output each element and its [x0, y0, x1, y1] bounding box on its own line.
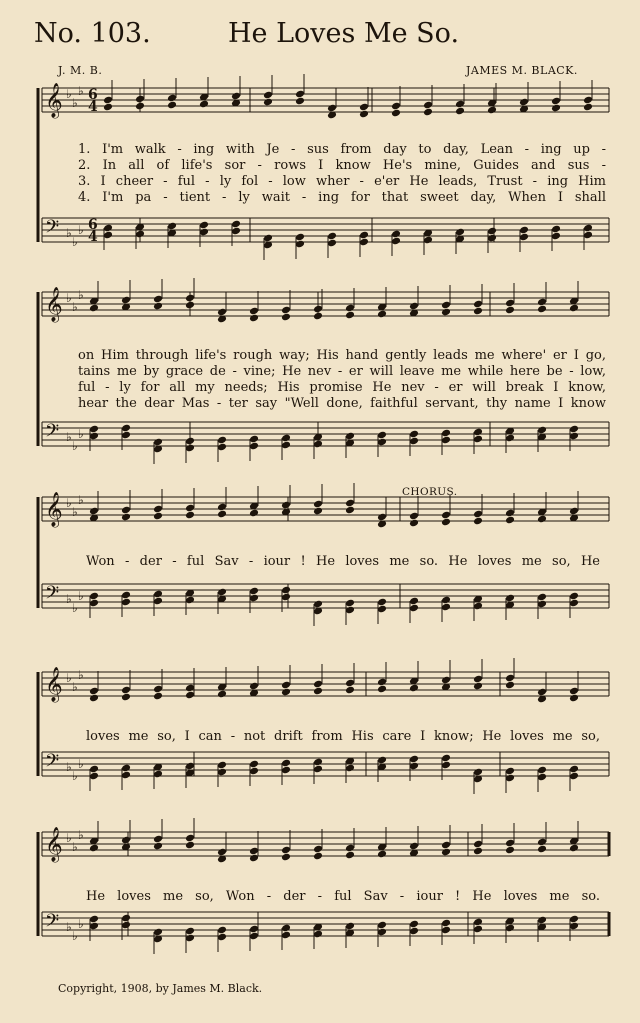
hymn-title: He Loves Me So.: [228, 18, 460, 49]
treble-clef-icon: 𝄞: [45, 83, 63, 118]
note-head: [409, 519, 419, 528]
note-head: [473, 847, 483, 856]
flat-icon: ♭: [72, 769, 78, 783]
flat-icon: ♭: [78, 589, 84, 603]
bass-clef-icon: 𝄢: [45, 217, 60, 242]
note-head: [473, 307, 483, 316]
time-signature: 6: [88, 217, 98, 233]
note-head: [441, 848, 451, 857]
flat-icon: ♭: [78, 828, 84, 842]
flat-icon: ♭: [66, 87, 72, 101]
flat-icon: ♭: [66, 671, 72, 685]
note-head: [359, 110, 369, 119]
note-head: [281, 313, 291, 322]
note-head: [281, 688, 291, 697]
note-head: [441, 308, 451, 317]
treble-clef-icon: 𝄞: [45, 827, 63, 862]
bass-clef-icon: 𝄢: [45, 911, 60, 936]
note-head: [103, 103, 113, 112]
flat-icon: ♭: [72, 300, 78, 314]
note-head: [185, 511, 195, 520]
bass-clef-icon: 𝄢: [45, 751, 60, 776]
flat-icon: ♭: [72, 840, 78, 854]
note-head: [153, 512, 163, 521]
flat-icon: ♭: [78, 84, 84, 98]
note-head: [409, 684, 419, 693]
flat-icon: ♭: [66, 430, 72, 444]
flat-icon: ♭: [72, 680, 78, 694]
treble-clef-icon: 𝄞: [45, 667, 63, 702]
note-head: [345, 506, 355, 515]
flat-icon: ♭: [66, 291, 72, 305]
note-head: [313, 687, 323, 696]
note-head: [135, 102, 145, 111]
note-head: [455, 107, 465, 116]
note-head: [505, 306, 515, 315]
flat-icon: ♭: [66, 496, 72, 510]
flat-icon: ♭: [72, 929, 78, 943]
flat-icon: ♭: [66, 226, 72, 240]
note-head: [441, 518, 451, 527]
note-head: [377, 850, 387, 859]
flat-icon: ♭: [66, 920, 72, 934]
note-head: [89, 304, 99, 313]
stanza-2-line-2: tains me by grace de - vine; He nev - er will leave me while here be - low,: [78, 364, 606, 379]
flat-icon: ♭: [78, 493, 84, 507]
time-signature: 4: [88, 99, 98, 115]
note-head: [473, 682, 483, 691]
chorus-lyric-2: loves me so, I can - not drift from His care I know; He loves me so,: [86, 729, 600, 744]
stanza-4-line-1: 4. I'm pa - tient - ly wait - ing for that sweet day, When I shall: [78, 190, 606, 205]
note-head: [313, 507, 323, 516]
note-head: [537, 515, 547, 524]
flat-icon: ♭: [78, 427, 84, 441]
note-head: [487, 106, 497, 115]
note-head: [345, 686, 355, 695]
bass-clef-icon: 𝄢: [45, 421, 60, 446]
flat-icon: ♭: [66, 592, 72, 606]
note-head: [121, 513, 131, 522]
chorus-lyric-1: Won - der - ful Sav - iour ! He loves me so. He loves me so, He: [86, 554, 600, 569]
note-head: [313, 312, 323, 321]
note-head: [249, 509, 259, 518]
note-head: [569, 844, 579, 853]
note-head: [217, 690, 227, 699]
flat-icon: ♭: [72, 601, 78, 615]
note-head: [153, 842, 163, 851]
note-head: [551, 104, 561, 113]
chorus-label: CHORUS.: [402, 486, 458, 498]
note-head: [537, 845, 547, 854]
author-initials: J. M. B.: [58, 64, 103, 77]
stanza-3-line-1: 3. I cheer - ful - ly fol - low wher - e'er He leads, Trust - ing Him: [78, 174, 606, 189]
stanza-1-line-2: on Him through life's rough way; His hand gently leads me where' er I go,: [78, 348, 606, 363]
flat-icon: ♭: [78, 668, 84, 682]
chorus-lyric-3: He loves me so, Won - der - ful Sav - iour ! He loves me so.: [86, 889, 600, 904]
flat-icon: ♭: [72, 505, 78, 519]
note-head: [167, 101, 177, 110]
flat-icon: ♭: [78, 757, 84, 771]
note-head: [377, 685, 387, 694]
flat-icon: ♭: [72, 439, 78, 453]
time-signature: 6: [88, 87, 98, 103]
treble-clef-icon: 𝄞: [45, 492, 63, 527]
copyright-notice: Copyright, 1908, by James M. Black.: [58, 982, 263, 995]
note-head: [249, 314, 259, 323]
note-head: [505, 681, 515, 690]
note-head: [153, 302, 163, 311]
flat-icon: ♭: [78, 917, 84, 931]
note-head: [569, 694, 579, 703]
stanza-4-line-2: hear the dear Mas - ter say "Well done, faithful servant, thy name I know: [78, 396, 606, 411]
note-head: [473, 517, 483, 526]
time-signature: 4: [88, 229, 98, 245]
note-head: [313, 852, 323, 861]
bass-clef-icon: 𝄢: [45, 583, 60, 608]
stanza-3-line-2: ful - ly for all my needs; His promise He nev - er will break I know,: [78, 380, 606, 395]
note-head: [423, 108, 433, 117]
note-head: [583, 103, 593, 112]
flat-icon: ♭: [66, 760, 72, 774]
note-head: [505, 846, 515, 855]
treble-clef-icon: 𝄞: [45, 287, 63, 322]
note-head: [153, 692, 163, 701]
note-head: [199, 100, 209, 109]
stanza-2-line-1: 2. In all of life's sor - rows I know He's mine, Guides and sus -: [78, 158, 606, 173]
note-head: [345, 851, 355, 860]
note-head: [537, 305, 547, 314]
note-head: [281, 853, 291, 862]
note-head: [391, 109, 401, 118]
hymn-number: No. 103.: [34, 18, 151, 49]
flat-icon: ♭: [72, 235, 78, 249]
flat-icon: ♭: [78, 223, 84, 237]
note-head: [569, 304, 579, 313]
flat-icon: ♭: [78, 288, 84, 302]
composer-name: JAMES M. BLACK.: [466, 64, 578, 77]
note-head: [185, 841, 195, 850]
note-head: [295, 97, 305, 106]
note-head: [89, 694, 99, 703]
note-head: [345, 311, 355, 320]
flat-icon: ♭: [72, 96, 78, 110]
flat-icon: ♭: [66, 831, 72, 845]
note-head: [121, 693, 131, 702]
note-head: [185, 301, 195, 310]
note-head: [89, 844, 99, 853]
stanza-1-line-1: 1. I'm walk - ing with Je - sus from day to day, Lean - ing up -: [78, 142, 606, 157]
note-head: [217, 510, 227, 519]
note-head: [263, 98, 273, 107]
note-head: [505, 516, 515, 525]
note-head: [377, 310, 387, 319]
